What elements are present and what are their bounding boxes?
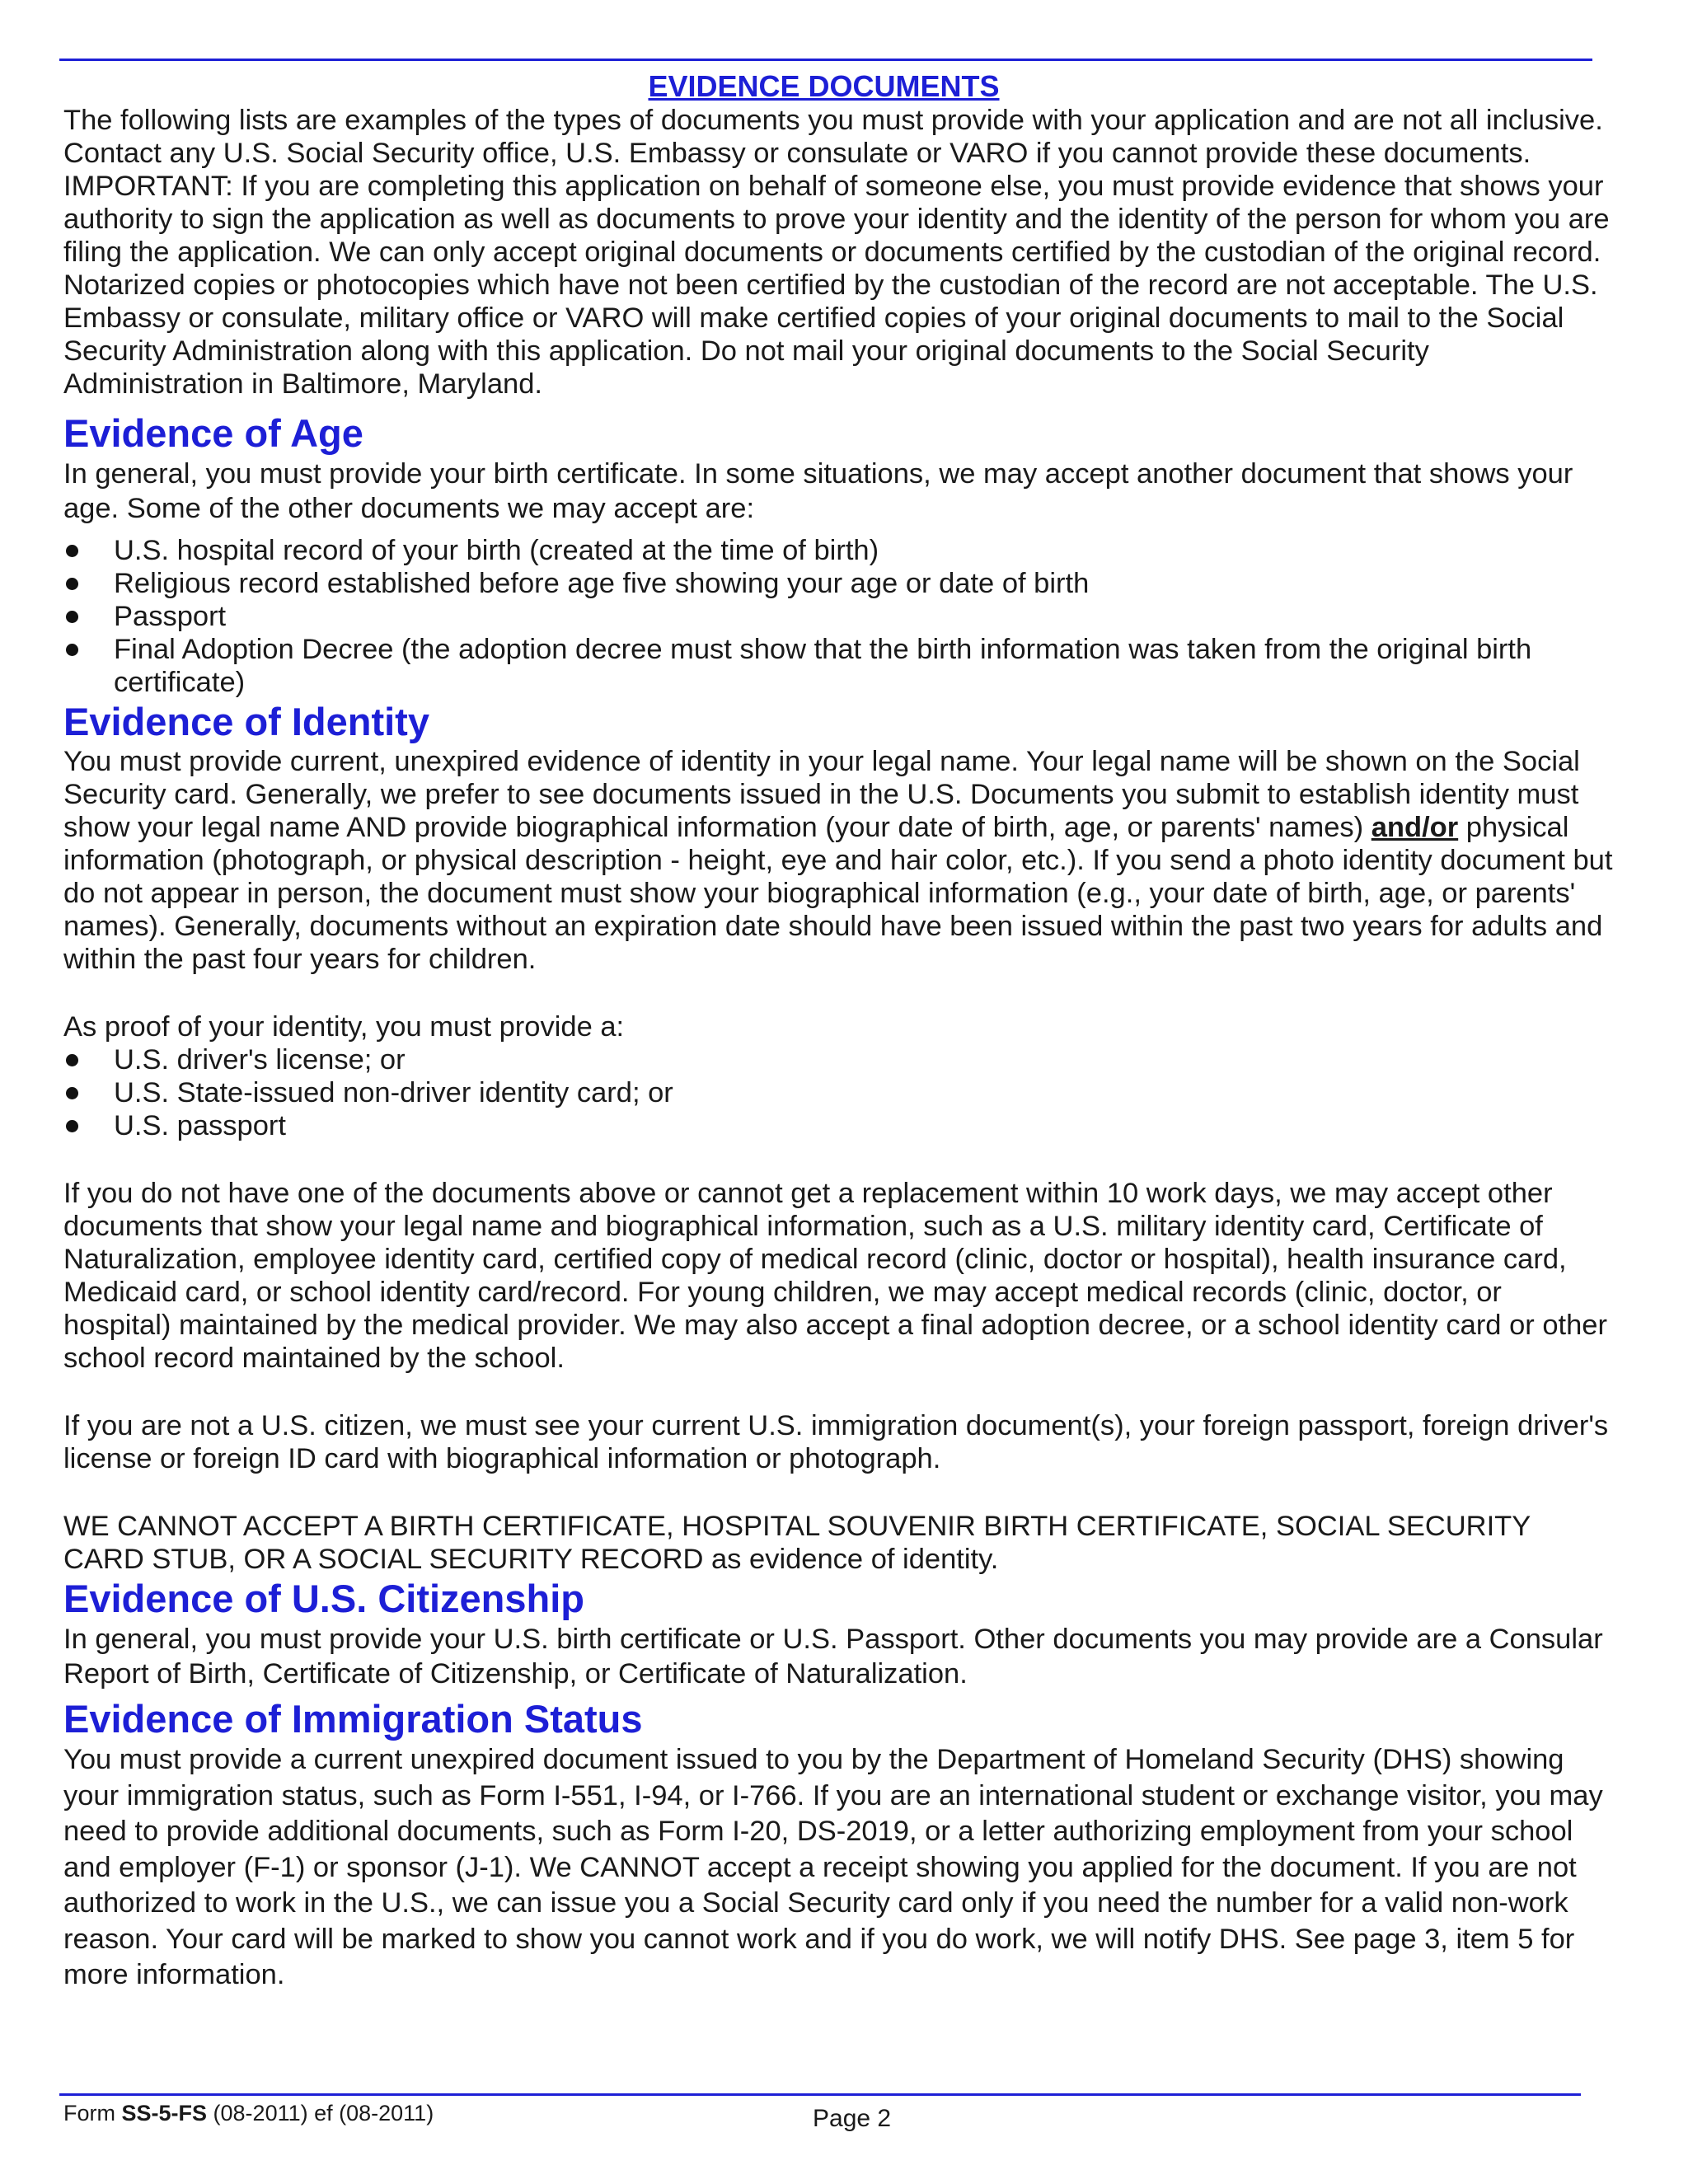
- immigration-heading: Evidence of Immigration Status: [63, 1697, 643, 1741]
- age-document-list: [63, 534, 1613, 699]
- cannot-accept-paragraph: WE CANNOT ACCEPT A BIRTH CERTIFICATE, HOSPITAL SOUVENIR BIRTH CERTIFICATE, SOCIAL SECURITY CARD STUB, OR A SOCIAL SECURITY RECORD as evidence of identity.: [63, 1511, 1531, 1575]
- important-paragraph: IMPORTANT: If you are completing this application on behalf of someone else, you must provide evidence that shows your authority to sign the application as well as documents to prove your identity and the identity of the person for whom you are filing the application. We can only accept original documents or documents certified by the custodian of the original record. Notarized copies or photocopies which have not been certified by the custodian of the record are not acceptable. The U.S. Embassy or consulate, military office or VARO will make certified copies of your original documents to mail to the Social Security Administration along with this application. Do not mail your original documents to the Social Security Administration in Baltimore, Maryland.: [63, 171, 1610, 400]
- identity-document-list: [63, 1043, 1613, 1142]
- list-item: Final Adoption Decree (the adoption decree must show that the birth information was taken from the original birth certificate): [63, 633, 1613, 699]
- form-id: SS-5-FS: [121, 2101, 208, 2125]
- bottom-rule: [59, 2093, 1581, 2096]
- list-item: U.S. hospital record of your birth (created at the time of birth): [63, 534, 1613, 567]
- non-citizen-paragraph: If you are not a U.S. citizen, we must see your current U.S. immigration document(s), your foreign passport, foreign driver's license or foreign ID card with biographical information or photograph.: [63, 1410, 1609, 1474]
- list-item: Passport: [63, 600, 1613, 633]
- age-paragraph: In general, you must provide your birth certificate. In some situations, we may accept another document that shows your age. Some of the other documents we may accept are:: [63, 458, 1573, 524]
- list-item: U.S. driver's license; or: [63, 1043, 1613, 1076]
- identity-proof-intro: As proof of your identity, you must provide a:: [63, 1011, 625, 1043]
- identity-text-start: You must provide current, unexpired evidence of identity in your legal name. Your legal name will be shown on the Social Security card. Generally, we prefer to see documents issued in the U.S. Documents you submit to establish identity must show your legal name AND provide biographical information (your date of birth, age, or parents' names): [63, 746, 1580, 843]
- immigration-paragraph: You must provide a current unexpired document issued to you by the Department of Homeland Security (DHS) showing your immigration status, such as Form I-551, I-94, or I-766. If you are an international student or exchange visitor, you may need to provide additional documents, such as Form I-20, DS-2019, or a letter authorizing employment from your school and employer (F-1) or sponsor (J-1). We CANNOT accept a receipt showing you applied for the document. If you are not authorized to work in the U.S., we can issue you a Social Security card only if you need the number for a valid non-work reason. Your card will be marked to show you cannot work and if you do work, we will notify DHS. See page 3, item 5 for more information.: [63, 1744, 1603, 1990]
- identity-text-end: physical information (photograph, or physical description - height, eye and hair color, etc.). If you send a photo identity document but do not appear in person, the document must show your biographical information (e.g., your date of birth, age, or parents' names). Generally, documents without an expiration date should have been issued within the past two years for adults and within the past four years for children.: [63, 812, 1613, 975]
- document-body: [63, 69, 1613, 1994]
- list-item: Religious record established before age five showing your age or date of birth: [63, 567, 1613, 600]
- page-number: Page 2: [813, 2105, 892, 2132]
- intro-paragraph: The following lists are examples of the types of documents you must provide with your application and are not all inclusive. Contact any U.S. Social Security office, U.S. Embassy or consulate or VARO if you cannot provide these documents.: [63, 105, 1603, 169]
- and-or-emphasis: and/or: [1371, 812, 1459, 843]
- identity-heading: Evidence of Identity: [63, 700, 429, 743]
- identity-paragraph: [63, 745, 1613, 976]
- list-item: U.S. passport: [63, 1109, 1613, 1142]
- age-heading: Evidence of Age: [63, 411, 363, 455]
- form-number: Form SS-5-FS (08-2011) ef (08-2011): [63, 2101, 434, 2125]
- alternate-documents-paragraph: If you do not have one of the documents above or cannot get a replacement within 10 work days, we may accept other documents that show your legal name and biographical information, such as a U.S. military identity card, Certificate of Naturalization, employee identity card, certified copy of medical record (clinic, doctor or hospital), health insurance card, Medicaid card, or school identity card/record. For young children, we may accept medical records (clinic, doctor, or hospital) maintained by the medical provider. We may also accept a final adoption decree, or a school identity card or other school record maintained by the school.: [63, 1178, 1607, 1374]
- document-title: EVIDENCE DOCUMENTS: [648, 69, 1000, 103]
- top-rule: [59, 59, 1592, 61]
- citizenship-heading: Evidence of U.S. Citizenship: [63, 1577, 584, 1620]
- list-item: U.S. State-issued non-driver identity card; or: [63, 1076, 1613, 1109]
- citizenship-paragraph: In general, you must provide your U.S. birth certificate or U.S. Passport. Other documents you may provide are a Consular Report of Birth, Certificate of Citizenship, or Certificate of Naturalization.: [63, 1624, 1603, 1690]
